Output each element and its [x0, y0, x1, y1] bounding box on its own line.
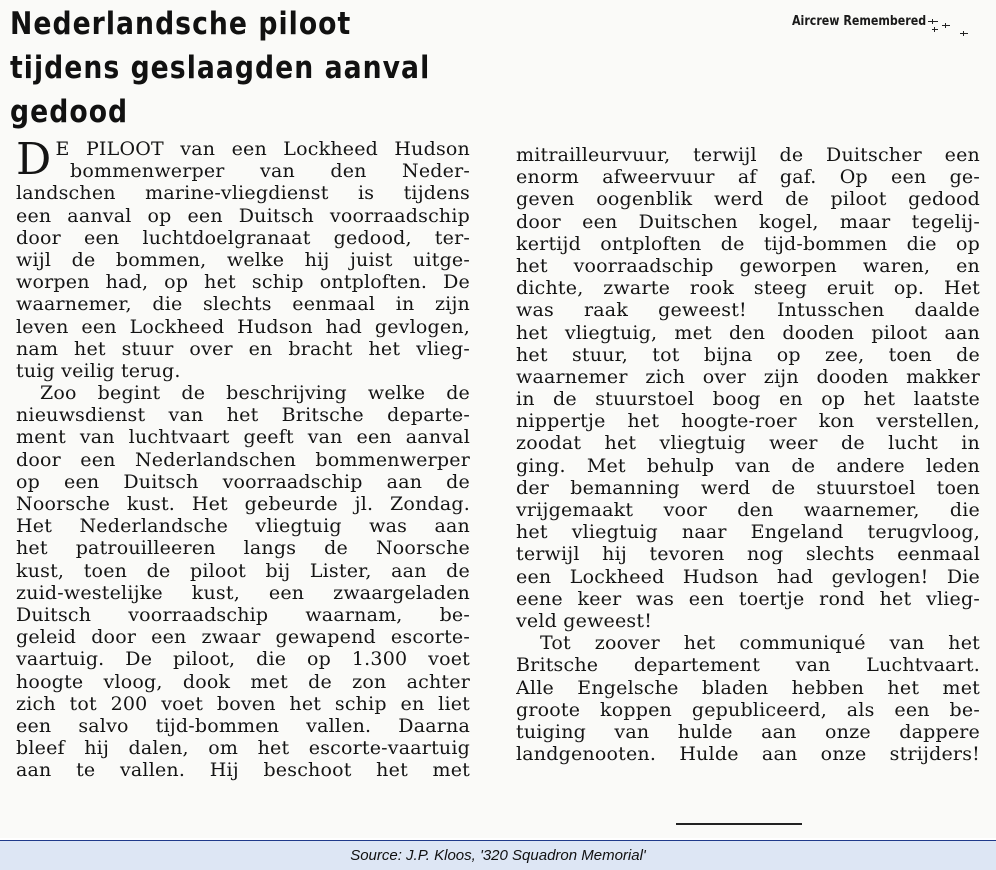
aircrew-remembered-logo: [792, 14, 926, 29]
article-line: Tot zoover het communiqué van het: [540, 632, 980, 655]
article-line: vrijgemaakt voor den waarnemer, die: [516, 499, 980, 521]
article-line: mitrailleurvuur, terwijl de Duitscher een: [516, 144, 980, 166]
article-line: nam het stuur over en bracht het vlieg-: [16, 337, 470, 360]
article-line: Duitsch voorraadschip waarnam, be-: [16, 603, 470, 626]
article-line: een aanval op een Duitsch voorraadschip: [16, 204, 470, 227]
paragraph: [16, 134, 470, 382]
article-line: zuid-westelijke kust, een zwaargeladen: [16, 581, 470, 604]
article-line: door een Nederlandschen bommenwerper: [16, 448, 470, 471]
article-line: Zoo begint de beschrijving welke de: [40, 382, 470, 405]
paragraph: [516, 144, 980, 632]
article-line: waarnemer, die slechts eenmaal in zijn: [16, 293, 470, 316]
headline-line-3: gedood: [10, 94, 129, 130]
article-line: tuiging van hulde aan onze dappere: [516, 720, 980, 743]
article-line: der bemanning werd de stuurstoel toen: [516, 476, 980, 499]
article-line: hoogte vloog, dook met de zon achter: [16, 670, 470, 693]
article-line: bommenwerper van den Neder-: [70, 160, 470, 183]
paragraph: [16, 382, 470, 781]
article-line: Britsche departement van Luchtvaart.: [516, 654, 980, 677]
article-line: waarnemer zich over zijn dooden makker: [516, 365, 980, 388]
drop-cap: D: [16, 134, 52, 185]
headline: [10, 2, 492, 134]
article-line: tuig veilig terug.: [16, 359, 181, 382]
article-line: worpen had, op het schip ontploften. De: [16, 271, 470, 294]
article-line: kertijd ontploften de tijd-bommen die op: [516, 232, 980, 255]
article-line: door een Duitschen kogel, maar tegelij-: [516, 210, 980, 233]
headline-line-2: tijdens geslaagden aanval: [10, 50, 431, 86]
article-line: enorm afweervuur af gaf. Op een ge-: [516, 166, 980, 189]
article-line: een salvo tijd-bommen vallen. Daarna: [16, 714, 470, 737]
article-line: het vliegtuig, met den dooden piloot aan: [516, 321, 980, 344]
article-line: ging. Met behulp van de andere leden: [516, 454, 980, 477]
airplanes-icon: [926, 17, 972, 41]
article-line: landschen marine-vliegdienst is tijdens: [16, 182, 470, 205]
article-line: eene keer was een toertje rond het vlieg-: [516, 587, 980, 610]
headline-line-1: Nederlandsche piloot: [10, 6, 352, 42]
article-line: aan te vallen. Hij beschoot het met: [16, 759, 470, 782]
article-line: zich tot 200 voet boven het schip en liet: [16, 692, 470, 715]
article-line: door een luchtdoelgranaat gedood, ter-: [16, 226, 470, 249]
article-line: veld geweest!: [516, 609, 653, 632]
article-line: Het Nederlandsche vliegtuig was aan: [16, 515, 470, 538]
article-line: ment van luchtvaart geeft van een aanval: [16, 426, 470, 449]
article-line: kust, toen de piloot bij Lister, aan de: [16, 559, 470, 582]
article-column-left: [16, 134, 470, 782]
article-line: het stuur, tot bijna op zee, toen de: [516, 343, 980, 366]
article-line: was raak geweest! Intusschen daalde: [516, 299, 980, 322]
article-line: wijl de bommen, welke hij juist uitge-: [16, 248, 470, 271]
article-line: dichte, zwarte rook steeg eruit op. Het: [516, 277, 980, 300]
watermark-text: Aircrew Remembered: [792, 14, 927, 29]
article-line: nieuwsdienst van het Britsche departe-: [16, 404, 470, 427]
article-column-right: [516, 144, 980, 765]
article-line: bleef hij dalen, om het escorte-vaartuig: [16, 737, 470, 760]
source-caption-bar: [0, 840, 996, 870]
article-line: groote koppen gepubliceerd, als een be-: [516, 698, 980, 721]
article-line: het patrouilleeren langs de Noorsche: [16, 537, 470, 560]
article-line: landgenooten. Hulde aan onze strijders!: [516, 743, 980, 766]
article-line: nippertje het hoogte-roer kon verstellen,: [516, 410, 980, 433]
article-line: zoodat het vliegtuig weer de lucht in: [516, 432, 980, 455]
article-line: vaartuig. De piloot, die op 1.300 voet: [16, 648, 470, 671]
paragraph: [516, 632, 980, 765]
article-line: leven een Lockheed Hudson had gevlogen,: [16, 315, 470, 338]
article-line: in de stuurstoel boog en op het laatste: [516, 388, 980, 411]
article-line: terwijl hij tevoren nog slechts eenmaal: [516, 543, 980, 566]
article-line: Alle Engelsche bladen hebben het met: [516, 676, 980, 699]
article-line: op een Duitsch voorraadschip aan de: [16, 470, 470, 493]
article-line: het voorraadschip geworpen waren, en: [516, 254, 980, 277]
article-line: geleid door een zwaar gewapend escorte-: [16, 626, 470, 649]
article-line: het vliegtuig naar Engeland terugvloog,: [516, 521, 980, 544]
article-line: een Lockheed Hudson had gevlogen! Die: [516, 565, 980, 588]
source-caption: Source: J.P. Kloos, '320 Squadron Memorial': [350, 847, 646, 864]
article-line: geven oogenblik werd de piloot gedood: [516, 188, 980, 211]
article-line: E PILOOT van een Lockheed Hudson: [55, 138, 470, 160]
article-end-rule: [676, 823, 802, 825]
article-line: Noorsche kust. Het gebeurde jl. Zondag.: [16, 493, 470, 515]
